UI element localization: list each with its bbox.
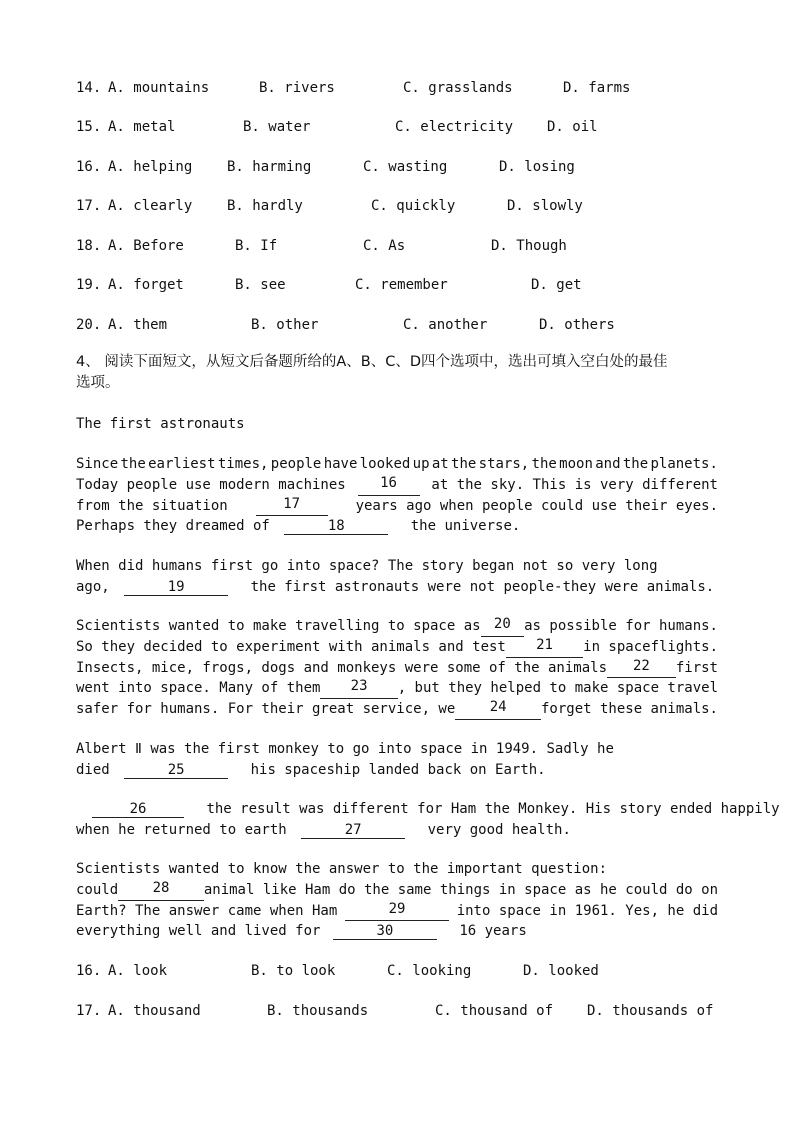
option-a: A. helping	[108, 159, 193, 175]
passage-paragraph-2	[76, 556, 718, 598]
word: planets.	[650, 456, 718, 472]
option-b: B. see	[235, 277, 286, 293]
paragraph-line	[76, 454, 718, 475]
paragraph-line: 26 the result was different for Ham the Monkey. His story ended happily	[76, 799, 718, 820]
blank-25[interactable]: 25	[124, 762, 228, 779]
blank-17[interactable]: 17	[256, 496, 328, 517]
word: the	[120, 456, 146, 472]
option-d: D. others	[539, 317, 615, 333]
question-number: 15.	[76, 119, 102, 135]
passage-paragraph-1	[76, 454, 718, 537]
passage-paragraph-6	[76, 859, 718, 942]
blank-18[interactable]: 18	[284, 518, 388, 535]
word: times,	[217, 456, 269, 472]
word: the	[451, 456, 477, 472]
option-b: B. other	[251, 317, 319, 333]
blank-19[interactable]: 19	[124, 579, 228, 596]
section-instruction: 4、 阅读下面短文，从短文后备题所给的A、B、C、D四个选项中，选出可填入空白处的最佳	[76, 354, 668, 370]
option-c: C. looking	[387, 963, 472, 979]
word: moon	[559, 456, 593, 472]
option-b: B. to look	[251, 963, 336, 979]
passage-paragraph-5	[76, 799, 780, 841]
option-d: D. farms	[563, 80, 631, 96]
option-c: C. grasslands	[403, 80, 513, 96]
option-d: D. thousands of	[587, 1003, 714, 1019]
blank-22[interactable]: 22	[607, 658, 676, 679]
option-b: B. hardly	[227, 198, 303, 214]
blank-30[interactable]: 30	[333, 923, 437, 940]
paragraph-line: When did humans first go into space? The story began not so very long	[76, 558, 658, 574]
passage-paragraph-4	[76, 739, 718, 781]
paragraph-line: from the situation 17 years ago when people could use their eyes.	[76, 496, 718, 517]
word: stars,	[478, 456, 530, 472]
option-d: D. get	[531, 277, 582, 293]
section-instruction-continued: 选项。	[76, 375, 120, 391]
passage-title: The first astronauts	[76, 416, 245, 432]
paragraph-line: Albert Ⅱ was the first monkey to go into space in 1949. Sadly he	[76, 741, 614, 757]
paragraph-line: Perhaps they dreamed of 18 the universe.	[76, 518, 521, 535]
paragraph-line: Scientists wanted to make travelling to space as 20 as possible for humans.	[76, 616, 718, 637]
option-b: B. thousands	[267, 1003, 369, 1019]
question-number: 17.	[76, 1003, 102, 1019]
word: looked	[359, 456, 411, 472]
question-number: 17.	[76, 198, 102, 214]
word: have	[323, 456, 358, 472]
question-number: 16.	[76, 963, 102, 979]
paragraph-line: could 28 animal like Ham do the same things in space as he could do on	[76, 880, 718, 901]
word: people	[270, 456, 322, 472]
option-a: A. clearly	[108, 198, 193, 214]
option-a: A. Before	[108, 238, 184, 254]
paragraph-line: went into space. Many of them 23 , but they helped to make space travel	[76, 678, 718, 699]
paragraph-line: safer for humans. For their great service, we 24 forget these animals.	[76, 699, 718, 720]
option-a: A. metal	[108, 119, 176, 135]
question-number: 14.	[76, 80, 102, 96]
paragraph-line: Insects, mice, frogs, dogs and monkeys were some of the animals 22 first	[76, 658, 718, 679]
option-a: A. thousand	[108, 1003, 201, 1019]
blank-27[interactable]: 27	[301, 822, 405, 839]
option-a: A. forget	[108, 277, 184, 293]
paragraph-line: Scientists wanted to know the answer to the important question:	[76, 861, 608, 877]
option-c: C. electricity	[395, 119, 514, 135]
word: at	[431, 456, 449, 472]
option-b: B. water	[243, 119, 311, 135]
word: the	[622, 456, 649, 472]
paragraph-line: died 25 his spaceship landed back on Earth.	[76, 761, 546, 778]
passage-paragraph-3	[76, 616, 718, 720]
option-c: C. As	[363, 238, 406, 254]
blank-26[interactable]: 26	[92, 801, 184, 818]
blank-29[interactable]: 29	[345, 901, 449, 922]
option-c: C. thousand of	[435, 1003, 554, 1019]
blank-21[interactable]: 21	[506, 637, 583, 658]
word: the	[531, 456, 557, 472]
blank-23[interactable]: 23	[320, 678, 397, 699]
paragraph-line: So they decided to experiment with animals and test 21 in spaceflights.	[76, 637, 718, 658]
paragraph-line: everything well and lived for 30 16 years	[76, 923, 527, 940]
word: Since	[76, 456, 119, 472]
option-a: A. mountains	[108, 80, 210, 96]
option-b: B. harming	[227, 159, 312, 175]
word: and	[595, 456, 621, 472]
option-c: C. quickly	[371, 198, 456, 214]
option-d: D. oil	[547, 119, 598, 135]
blank-20[interactable]: 20	[481, 616, 525, 637]
word: earliest	[148, 456, 216, 472]
option-a: A. look	[108, 963, 168, 979]
option-c: C. remember	[355, 277, 448, 293]
option-c: C. wasting	[363, 159, 448, 175]
option-b: B. If	[235, 238, 278, 254]
paragraph-line: Today people use modern machines 16 at the sky. This is very different	[76, 475, 718, 496]
paragraph-line: when he returned to earth 27 very good health.	[76, 821, 571, 838]
option-b: B. rivers	[259, 80, 335, 96]
option-d: D. looked	[523, 963, 599, 979]
word: up	[412, 456, 430, 472]
option-d: D. Though	[491, 238, 567, 254]
paragraph-line: ago, 19 the first astronauts were not people-they were animals.	[76, 578, 715, 595]
question-number: 19.	[76, 277, 102, 293]
blank-16[interactable]: 16	[358, 475, 420, 496]
question-number: 16.	[76, 159, 102, 175]
question-number: 20.	[76, 317, 102, 333]
blank-24[interactable]: 24	[455, 699, 541, 720]
paragraph-line: Earth? The answer came when Ham 29 into space in 1961. Yes, he did	[76, 901, 718, 922]
option-d: D. losing	[499, 159, 575, 175]
option-d: D. slowly	[507, 198, 583, 214]
option-c: C. another	[403, 317, 488, 333]
blank-28[interactable]: 28	[118, 880, 204, 901]
question-number: 18.	[76, 238, 102, 254]
option-a: A. them	[108, 317, 168, 333]
